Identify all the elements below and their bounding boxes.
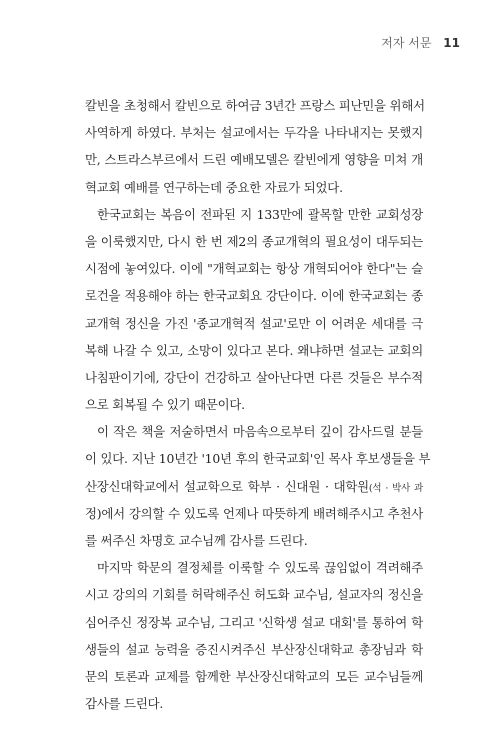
text-line: 혁교회 예배를 연구하는데 중요한 자료가 되었다. xyxy=(85,179,343,195)
body-text xyxy=(85,92,431,717)
paragraph-first-line: 한국교회는 복음이 전파된 지 133만에 괄목할 만한 교회성장 xyxy=(97,206,423,222)
page-number: 11 xyxy=(443,36,460,50)
text-line: 시점에 놓여있다. 이에 "개혁교회는 항상 개혁되어야 한다"는 슬 xyxy=(85,261,423,277)
text-line-main: 산장신대학교에서 설교학으로 학부 · 신대원 · 대학원 xyxy=(85,478,369,494)
text-line: 으로 회복될 수 있기 때문이다. xyxy=(85,397,245,413)
text-line: 교개혁 정신을 가진 '종교개혁적 설교'로만 이 어려운 세대를 극 xyxy=(85,315,423,331)
text-line: 만, 스트라스부르에서 드린 예배모델은 칼빈에게 영향을 미쳐 개 xyxy=(85,152,423,168)
text-line: 복해 나갈 수 있고, 소망이 있다고 본다. 왜냐하면 설교는 교회의 xyxy=(85,342,423,358)
paragraph-first-line: 마지막 학문의 결정체를 이룩할 수 있도록 끊임없이 격려해주 xyxy=(97,560,423,576)
text-line: 심어주신 정장복 교수님, 그리고 '신학생 설교 대회'를 통하여 학 xyxy=(85,614,423,630)
text-line: 생들의 설교 능력을 증진시켜주신 부산장신대학교 총장님과 학 xyxy=(85,641,423,657)
text-line: 를 써주신 차명호 교수님께 감사를 드린다. xyxy=(85,533,308,548)
degree-note: (석 · 박사 과 xyxy=(368,482,423,494)
paragraph-first-line: 이 작은 책을 저술하면서 마음속으로부터 깊이 감사드릴 분들 xyxy=(97,424,423,440)
text-line: 정)에서 강의할 수 있도록 언제나 따뜻하게 배려해주시고 추천사 xyxy=(85,505,423,521)
text-line: 나침판이기에, 강단이 건강하고 살아난다면 다른 것들은 부수적 xyxy=(85,369,423,385)
text-line: 칼빈을 초청해서 칼빈으로 하여금 3년간 프랑스 피난민을 위해서 xyxy=(85,98,425,113)
text-line: 을 이룩했지만, 다시 한 번 제2의 종교개혁의 필요성이 대두되는 xyxy=(85,233,423,249)
text-line: 문의 토론과 교제를 함께한 부산장신대학교의 모든 교수님들께 xyxy=(85,668,423,684)
text-line: 사역하게 하였다. 부처는 설교에서는 두각을 나타내지는 못했지 xyxy=(85,125,423,141)
running-header-section: 저자 서문 xyxy=(381,36,432,50)
text-line: 로건을 적용해야 하는 한국교회요 강단이다. 이에 한국교회는 종 xyxy=(85,288,423,304)
text-line: 이 있다. 지난 10년간 '10년 후의 한국교회'인 목사 후보생들을 부 xyxy=(85,451,431,467)
text-line: 감사를 드린다. xyxy=(85,696,164,712)
text-line: 시고 강의의 기회를 허락해주신 허도화 교수님, 설교자의 정신을 xyxy=(85,587,423,603)
page-header xyxy=(381,34,460,51)
text-line-with-note xyxy=(85,473,423,500)
